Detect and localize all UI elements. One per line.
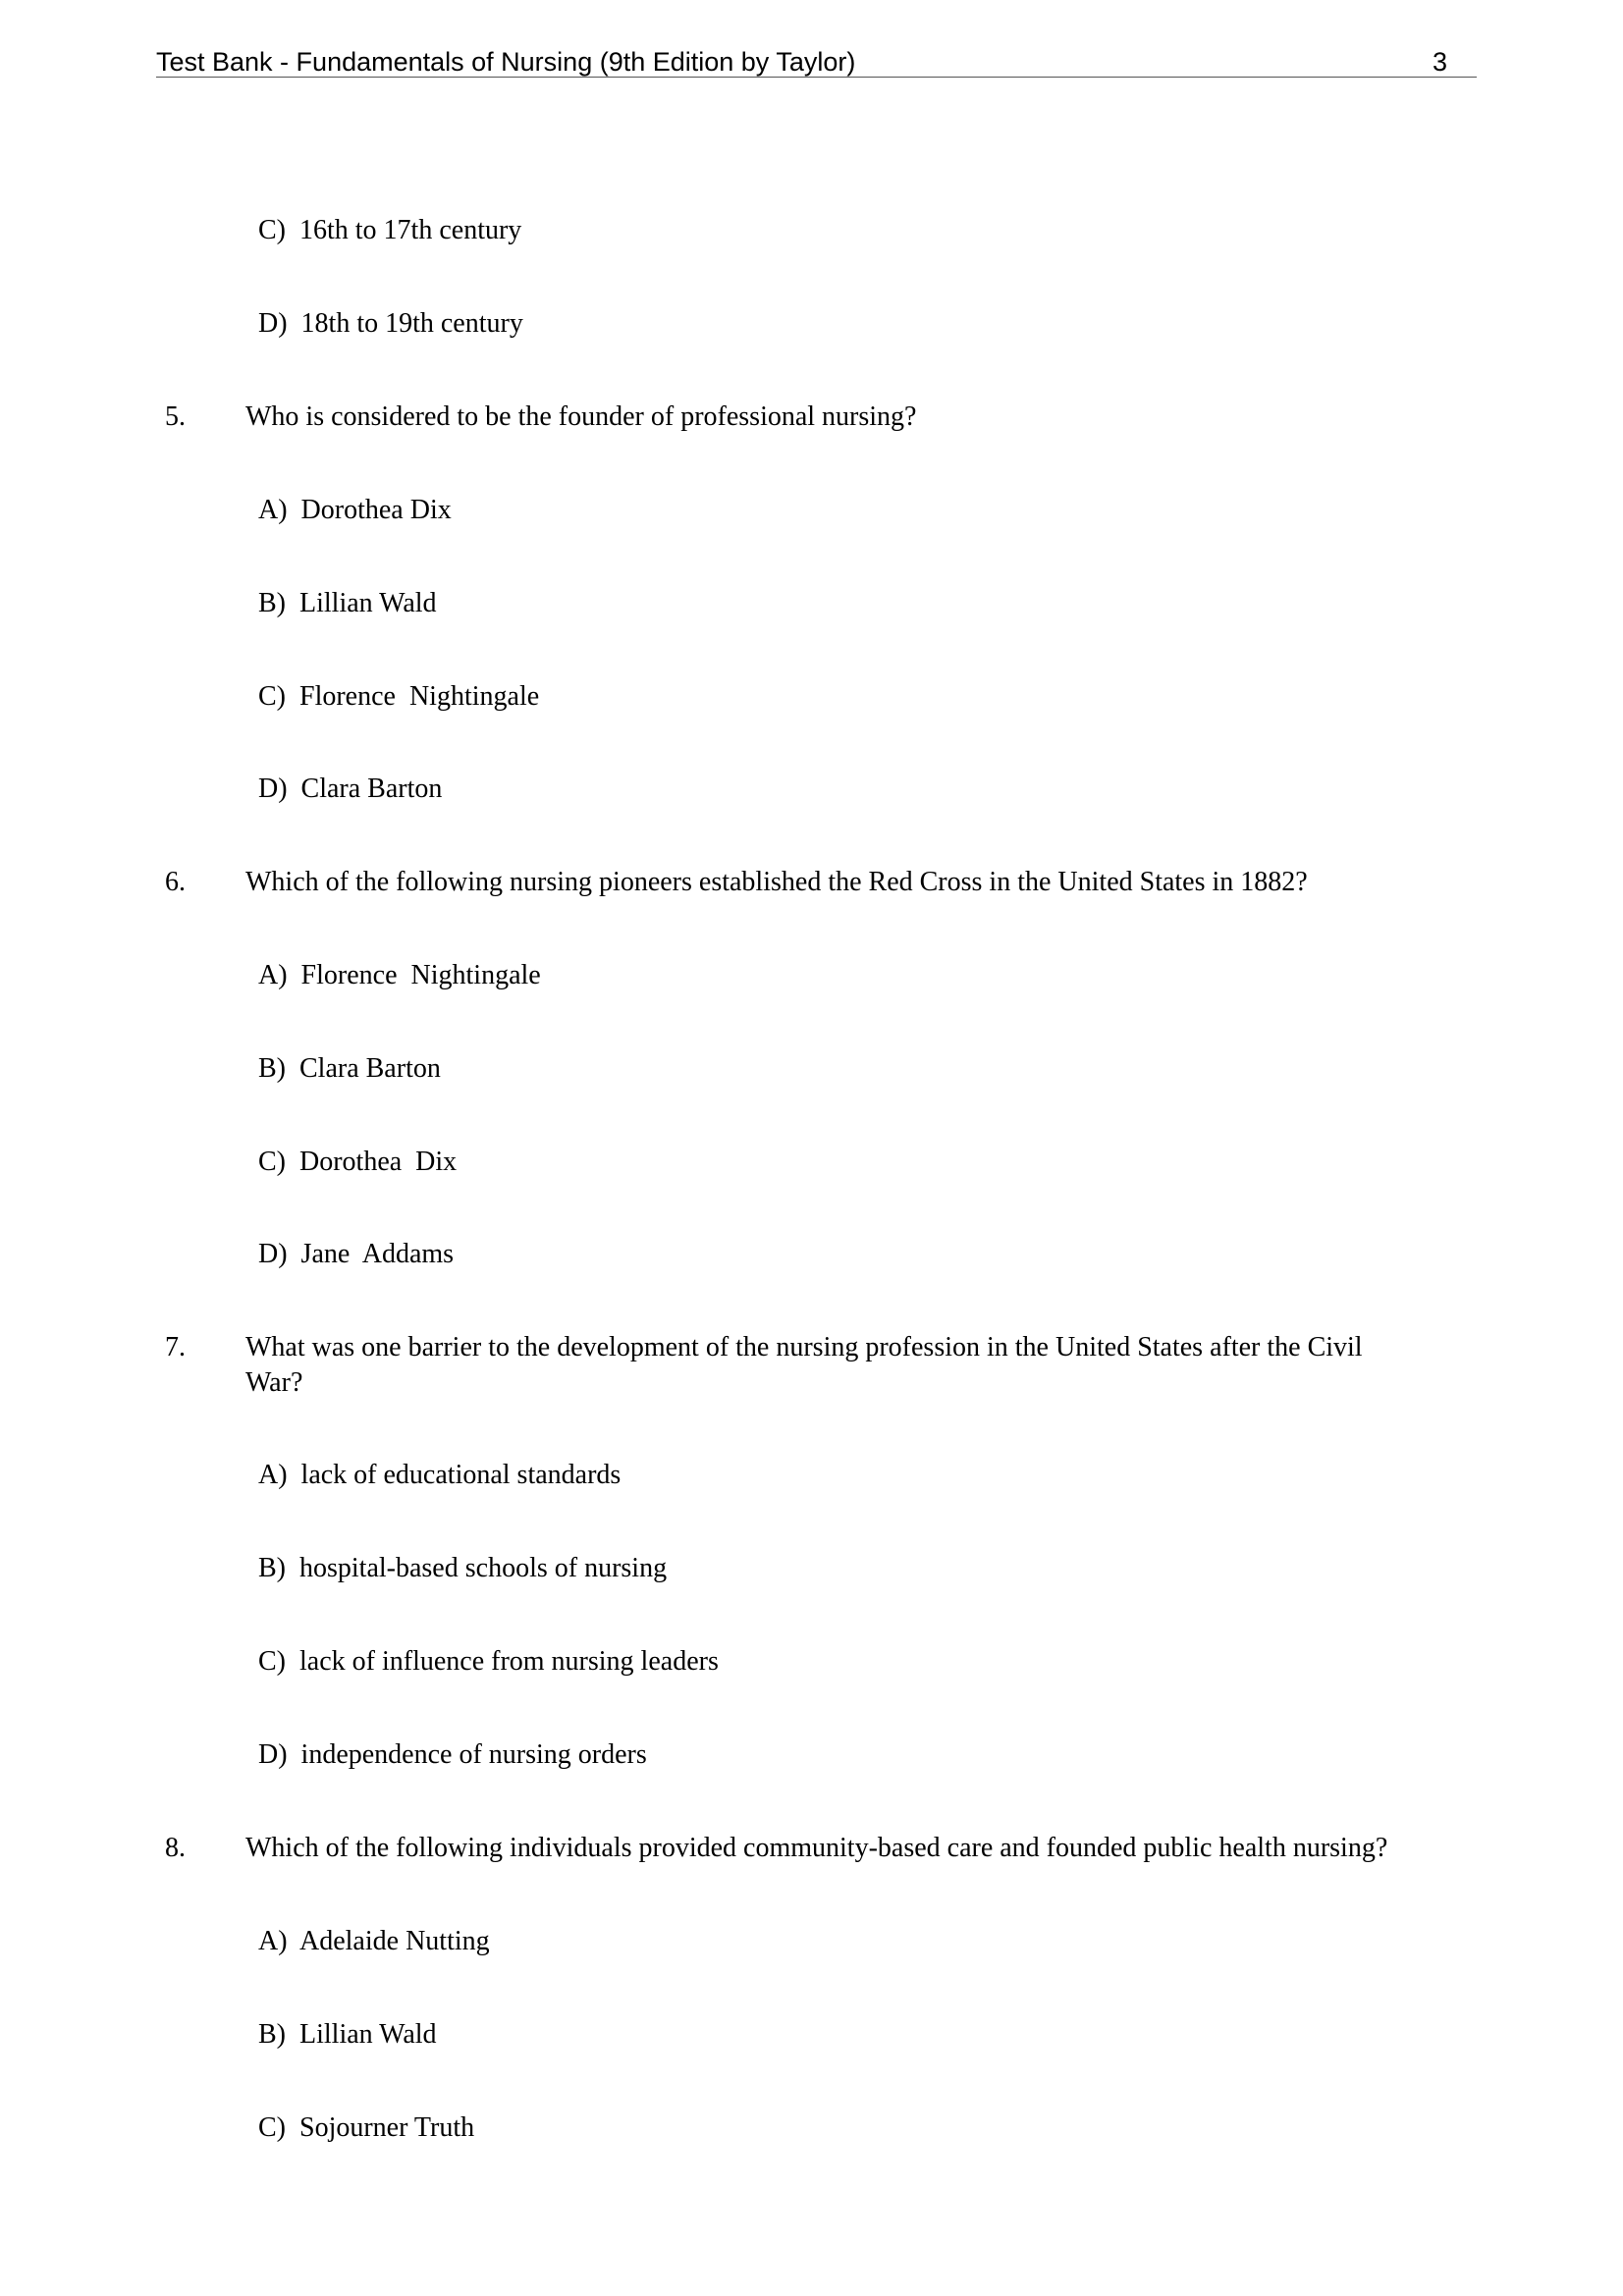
page-number: 3 [1432, 47, 1447, 77]
q6-option-d: D) Jane Addams [258, 1239, 455, 1269]
q7-option-d: D) independence of nursing orders [258, 1739, 647, 1770]
q7-option-a: A) lack of educational standards [258, 1460, 622, 1490]
page-header [156, 43, 1477, 78]
q7-text-line2: War? [245, 1367, 303, 1398]
q4-option-d: D) 18th to 19th century [258, 308, 523, 339]
q5-text: Who is considered to be the founder of professional nursing? [245, 401, 917, 432]
q7-text-line1: What was one barrier to the development of the nursing profession in the United States after the Civil [245, 1332, 1363, 1362]
q5-option-a: A) Dorothea Dix [258, 495, 452, 525]
q8-option-b: B) Lillian Wald [258, 2019, 437, 2050]
q6-number: 6. [165, 867, 186, 897]
q6-option-a: A) Florence Nightingale [258, 960, 541, 990]
q4-option-c: C) 16th to 17th century [258, 215, 522, 245]
q8-option-c: C) Sojourner Truth [258, 2112, 475, 2143]
q8-text: Which of the following individuals provided community-based care and founded public health nursing? [245, 1833, 1388, 1863]
q5-option-c: C) Florence Nightingale [258, 681, 540, 712]
q8-number: 8. [165, 1833, 186, 1863]
q5-option-b: B) Lillian Wald [258, 588, 437, 618]
q7-number: 7. [165, 1332, 186, 1362]
q8-option-a: A) Adelaide Nutting [258, 1926, 490, 1956]
q5-option-d: D) Clara Barton [258, 774, 443, 804]
q7-option-c: C) lack of influence from nursing leaders [258, 1646, 719, 1677]
q6-text: Which of the following nursing pioneers established the Red Cross in the United States in 1882? [245, 867, 1308, 897]
q5-number: 5. [165, 401, 186, 432]
q6-option-c: C) Dorothea Dix [258, 1147, 458, 1177]
q7-option-b: B) hospital-based schools of nursing [258, 1553, 668, 1583]
header-title: Test Bank - Fundamentals of Nursing (9th Edition by Taylor) [156, 47, 856, 77]
q6-option-b: B) Clara Barton [258, 1053, 441, 1084]
